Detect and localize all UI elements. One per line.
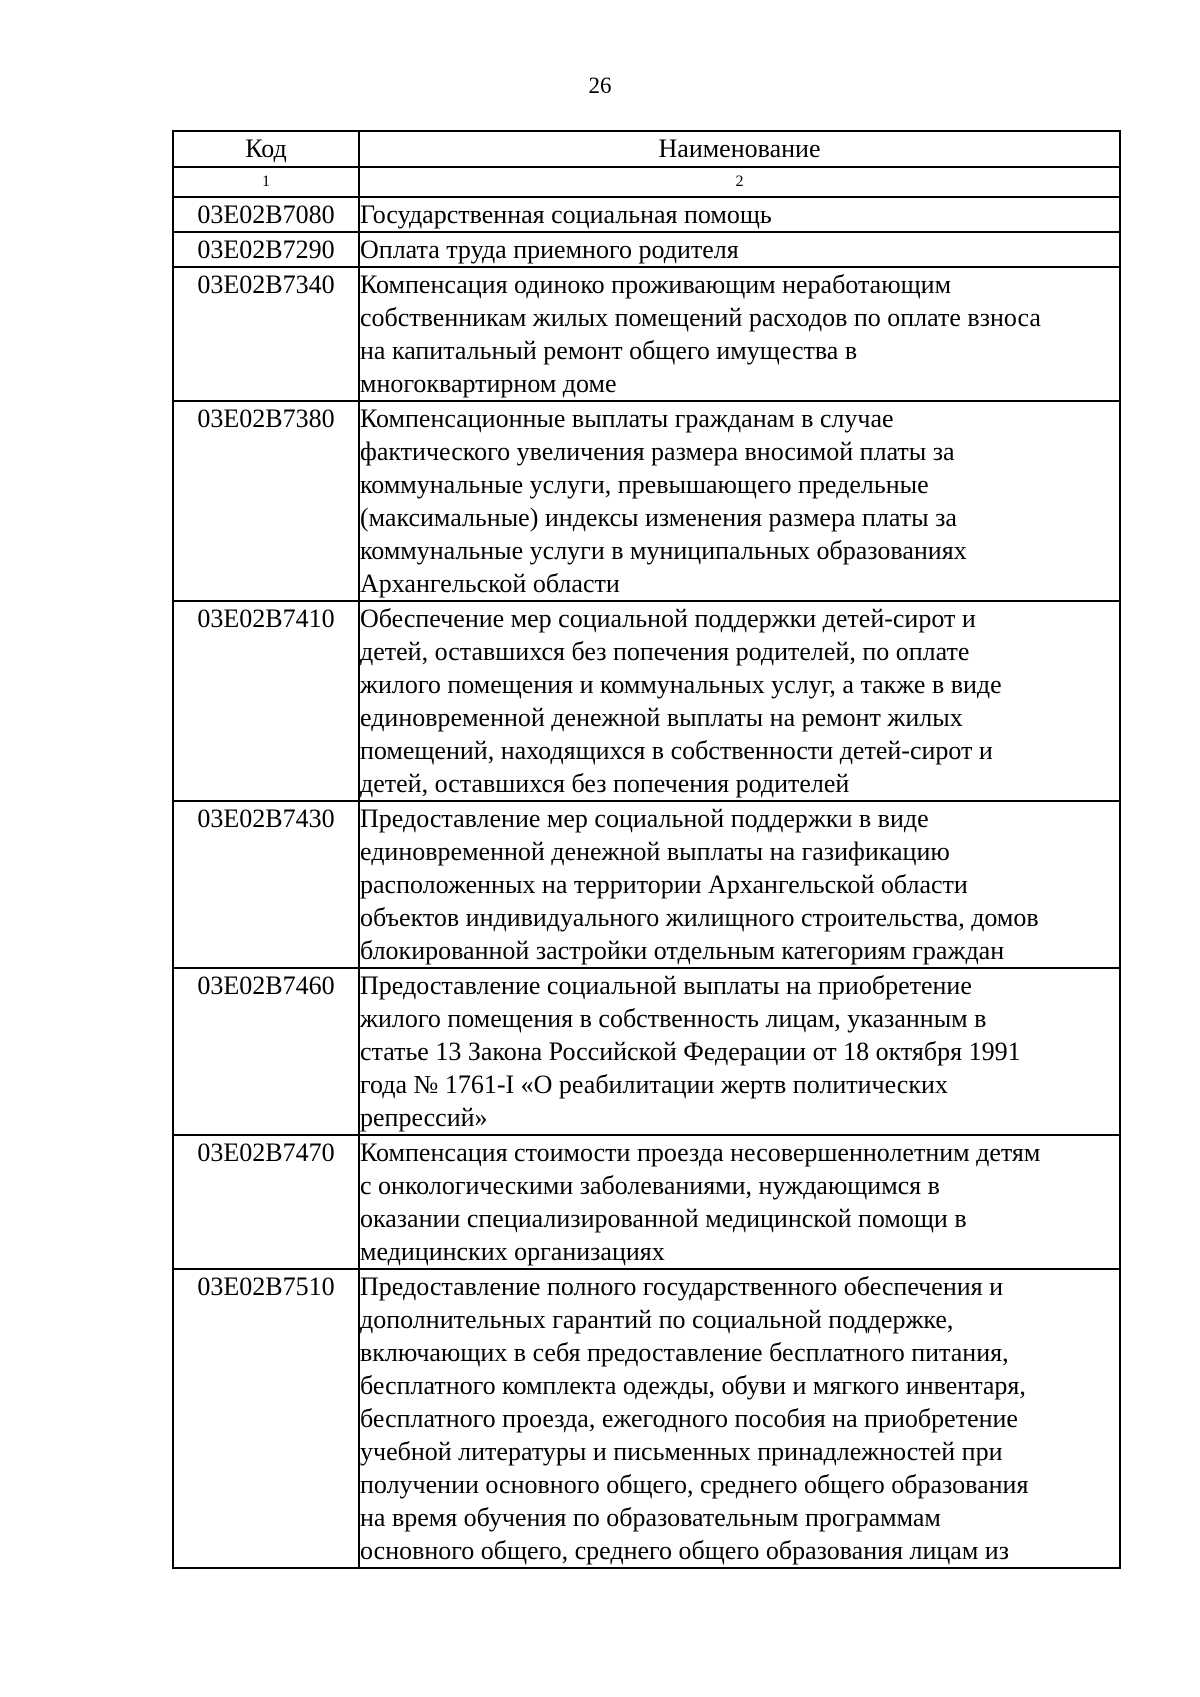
row-name-line: основного общего, среднего общего образования лицам из [360,1536,1009,1565]
row-name-line: Обеспечение мер социальной поддержки детей-сирот и [360,604,976,633]
row-name [359,232,1120,267]
row-name [359,401,1120,601]
row-name-line: бесплатного проезда, ежегодного пособия на приобретение [360,1404,1018,1433]
row-code: 03Е02В7410 [173,601,359,801]
table-row [173,601,1120,801]
budget-codes-table [172,130,1121,1569]
row-name-line: статье 13 Закона Российской Федерации от 18 октября 1991 [360,1037,1021,1066]
row-name-line: многоквартирном доме [360,369,617,398]
row-name-line: коммунальные услуги, превышающего предельные [360,470,929,499]
row-name [359,267,1120,401]
row-name-line: жилого помещения и коммунальных услуг, а также в виде [360,670,1002,699]
row-name-line: включающих в себя предоставление бесплатного питания, [360,1338,1009,1367]
row-name-line: Компенсация одиноко проживающим неработающим [360,270,952,299]
row-name [359,1269,1120,1568]
header-name: Наименование [359,131,1120,167]
row-name-line: Архангельской области [360,569,620,598]
row-name-line: дополнительных гарантий по социальной поддержке, [360,1305,954,1334]
row-code: 03Е02В7470 [173,1135,359,1269]
row-name-line: детей, оставшихся без попечения родителей, по оплате [360,637,970,666]
row-name-line: медицинских организациях [360,1237,665,1266]
table-body [173,197,1120,1568]
row-name-line: коммунальные услуги в муниципальных образованиях [360,536,967,565]
header-code: Код [173,131,359,167]
row-name-line: на время обучения по образовательным программам [360,1503,941,1532]
table-row [173,1135,1120,1269]
row-name-line: единовременной денежной выплаты на газификацию [360,837,950,866]
row-name-line: Компенсационные выплаты гражданам в случае [360,404,894,433]
row-name-line: жилого помещения в собственность лицам, указанным в [360,1004,987,1033]
row-name-line: на капитальный ремонт общего имущества в [360,336,858,365]
row-code: 03Е02В7080 [173,197,359,232]
table-row [173,1269,1120,1568]
row-name-line: с онкологическими заболеваниями, нуждающимся в [360,1171,940,1200]
row-name-line: фактического увеличения размера вносимой платы за [360,437,955,466]
row-name-line: учебной литературы и письменных принадлежностей при [360,1437,1003,1466]
row-name [359,601,1120,801]
row-name-line: собственникам жилых помещений расходов по оплате взноса [360,303,1041,332]
row-code: 03Е02В7430 [173,801,359,968]
column-number-code: 1 [173,167,359,197]
row-name-line: Предоставление полного государственного обеспечения и [360,1272,1004,1301]
row-name-line: оказании специализированной медицинской помощи в [360,1204,967,1233]
row-name-line: Оплата труда приемного родителя [360,235,739,264]
table-row [173,197,1120,232]
row-name-line: (максимальные) индексы изменения размера платы за [360,503,957,532]
row-name-line: Предоставление социальной выплаты на приобретение [360,971,972,1000]
row-code: 03Е02В7460 [173,968,359,1135]
row-code: 03Е02В7510 [173,1269,359,1568]
row-name-line: репрессий» [360,1103,488,1132]
row-name-line: расположенных на территории Архангельской области [360,870,968,899]
row-name-line: детей, оставшихся без попечения родителей [360,769,850,798]
row-name [359,1135,1120,1269]
table-row [173,267,1120,401]
table-row [173,968,1120,1135]
row-name-line: Государственная социальная помощь [360,200,772,229]
row-name-line: бесплатного комплекта одежды, обуви и мягкого инвентаря, [360,1371,1026,1400]
row-name-line: помещений, находящихся в собственности детей-сирот и [360,736,993,765]
table-row [173,401,1120,601]
row-name-line: года № 1761-I «О реабилитации жертв политических [360,1070,948,1099]
table-row [173,801,1120,968]
row-code: 03Е02В7340 [173,267,359,401]
column-number-row [173,167,1120,197]
row-name-line: Предоставление мер социальной поддержки в виде [360,804,929,833]
row-name-line: объектов индивидуального жилищного строительства, домов [360,903,1039,932]
row-name-line: блокированной застройки отдельным категориям граждан [360,936,1005,965]
row-code: 03Е02В7380 [173,401,359,601]
row-name-line: Компенсация стоимости проезда несовершеннолетним детям [360,1138,1041,1167]
row-name [359,968,1120,1135]
row-code: 03Е02В7290 [173,232,359,267]
row-name [359,801,1120,968]
header-row [173,131,1120,167]
row-name-line: получении основного общего, среднего общего образования [360,1470,1029,1499]
table-row [173,232,1120,267]
page-number: 26 [588,73,612,98]
row-name [359,197,1120,232]
row-name-line: единовременной денежной выплаты на ремонт жилых [360,703,963,732]
column-number-name: 2 [359,167,1120,197]
